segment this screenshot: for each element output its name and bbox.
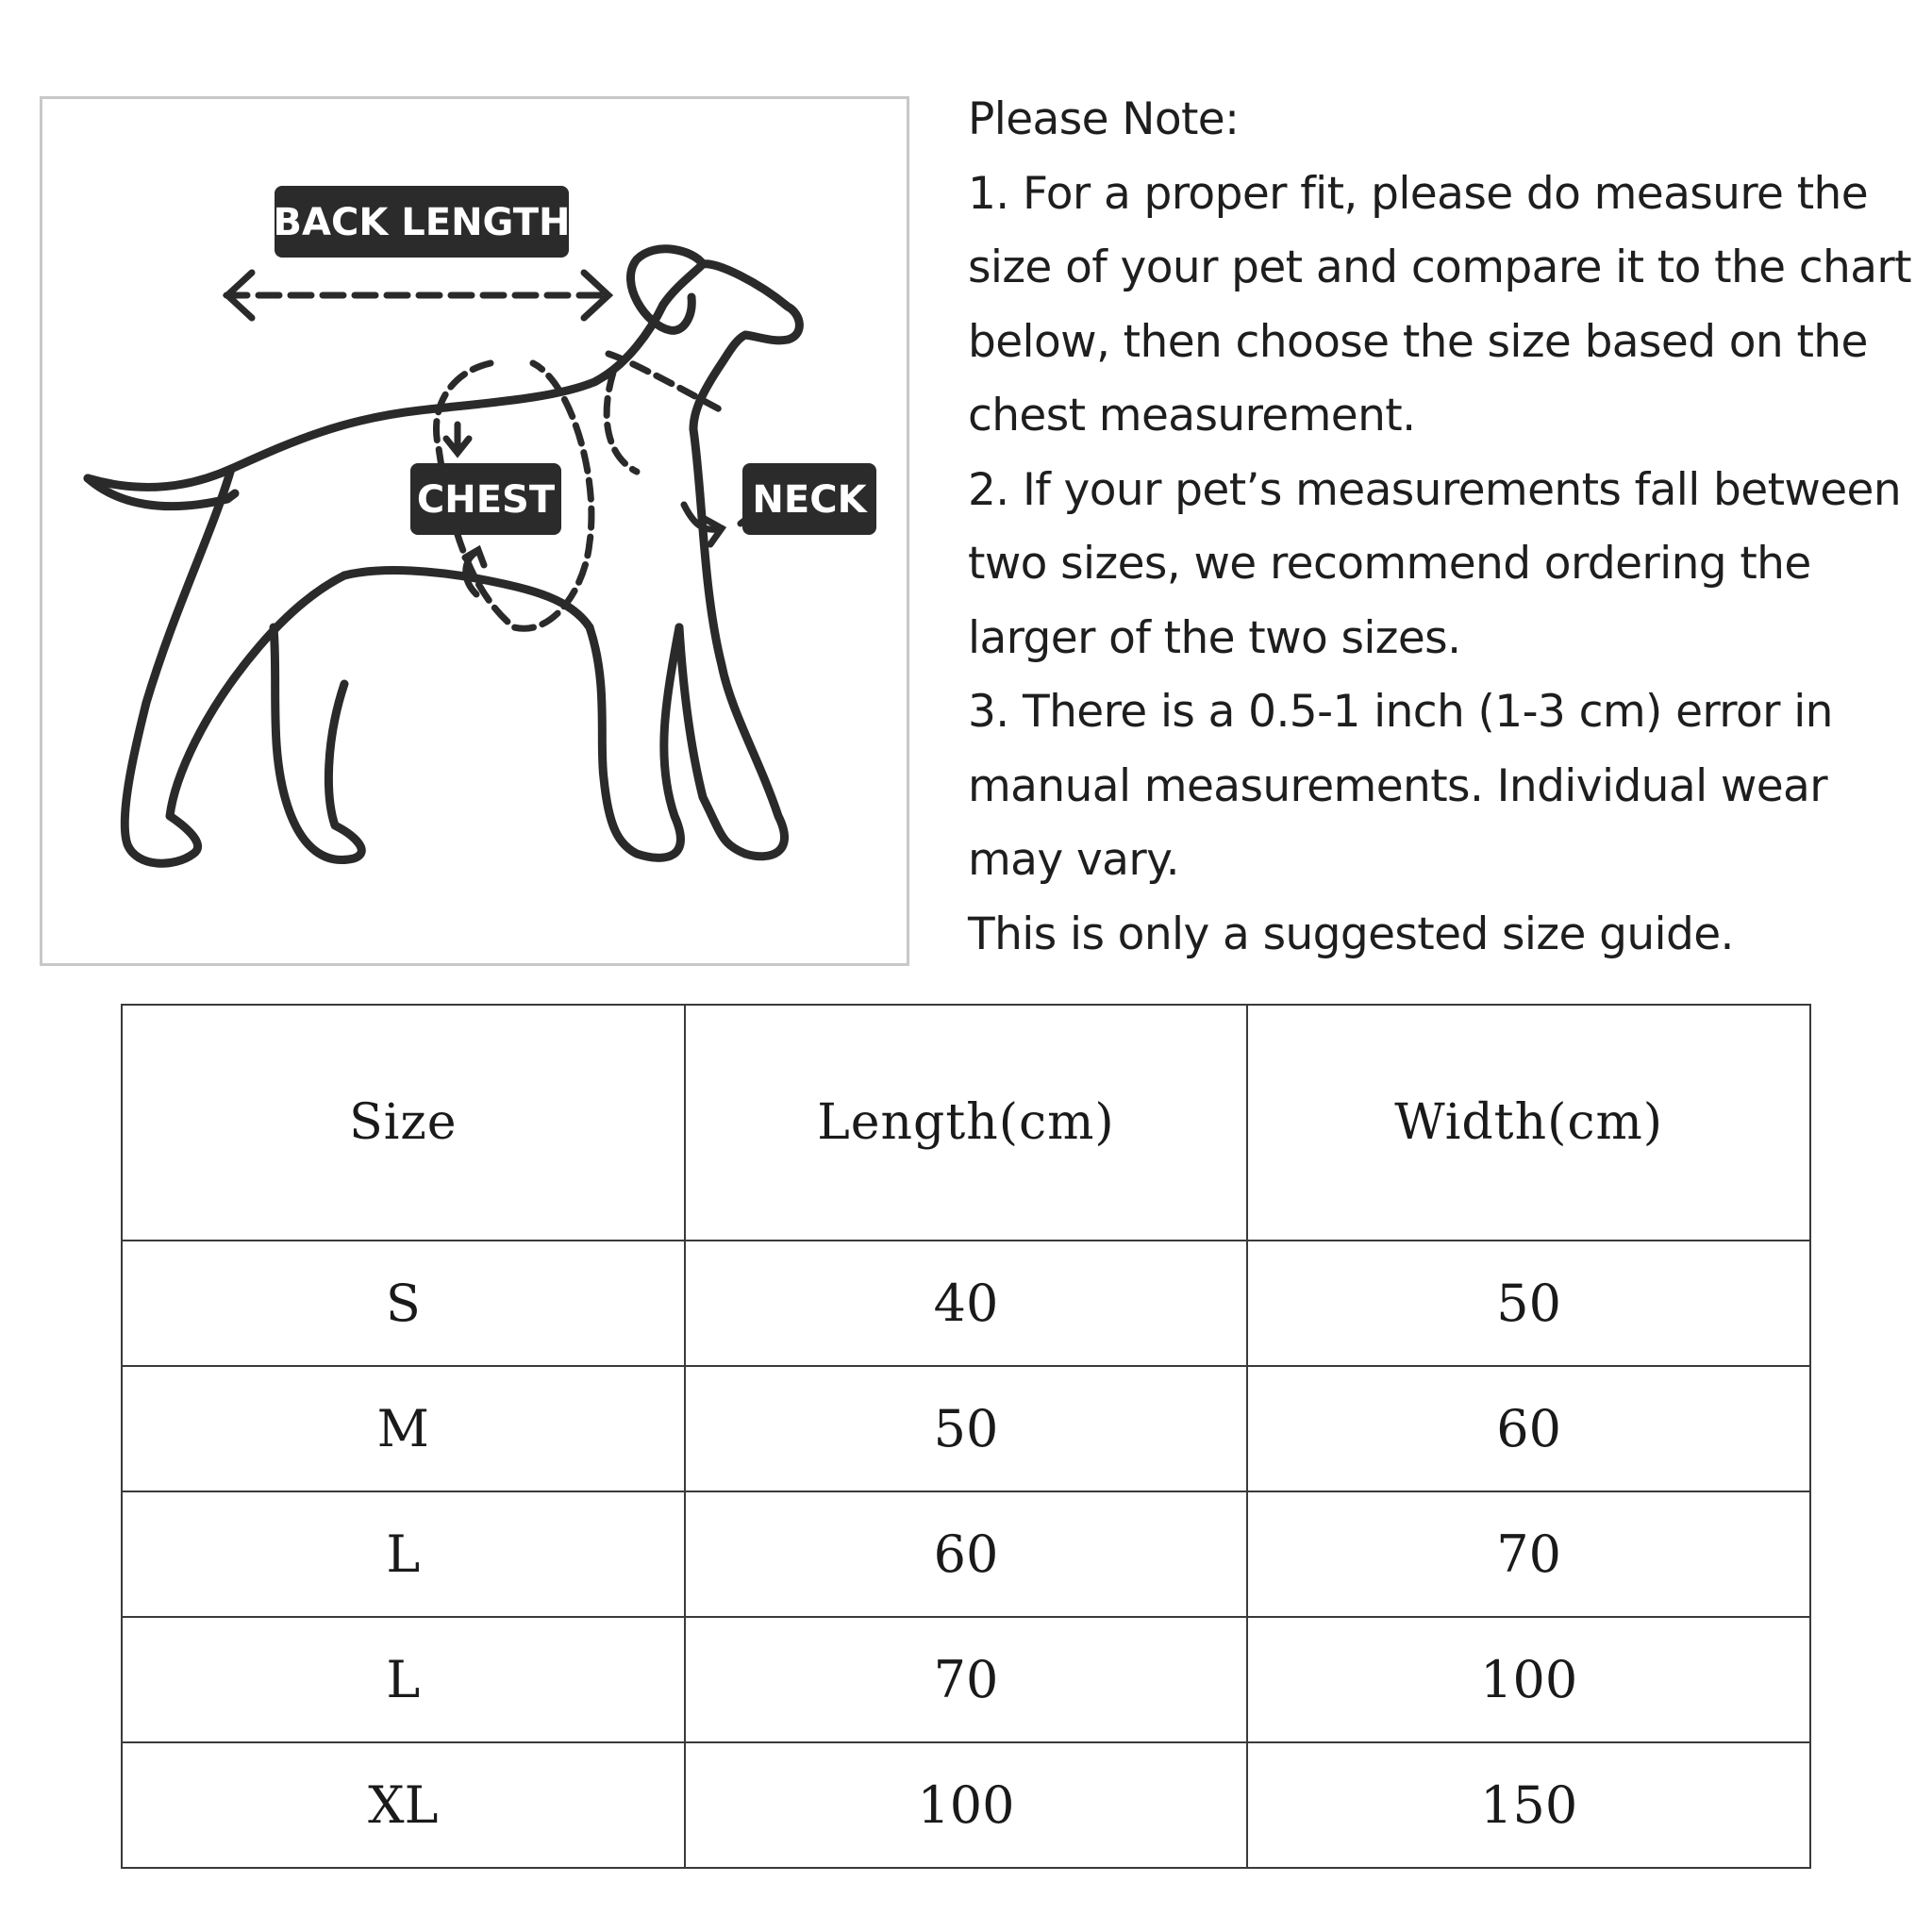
table-row [122, 1617, 1810, 1742]
cell-size: M [122, 1366, 685, 1491]
neck-label: NECK [752, 478, 867, 522]
cell-length: 70 [685, 1617, 1248, 1742]
cell-size: L [122, 1491, 685, 1617]
back-length-tag [274, 186, 571, 258]
header-length: Length(cm) [685, 1005, 1248, 1241]
header-width: Width(cm) [1247, 1005, 1810, 1241]
cell-size: L [122, 1617, 685, 1742]
notes-line: manual measurements. Individual wear [968, 759, 1827, 812]
notes-line: may vary. [968, 834, 1179, 886]
cell-width: 150 [1247, 1742, 1810, 1868]
cell-width: 50 [1247, 1241, 1810, 1366]
dog-head [663, 264, 799, 429]
chest-tag [410, 463, 561, 535]
cell-length: 40 [685, 1241, 1248, 1366]
size-notes [968, 83, 1921, 972]
notes-line: size of your pet and compare it to the chart [968, 242, 1911, 293]
neck-tag [742, 463, 876, 535]
back-length-arrow [226, 273, 608, 318]
notes-line: chest measurement. [968, 390, 1416, 441]
table-row [122, 1742, 1810, 1868]
cell-length: 60 [685, 1491, 1248, 1617]
cell-width: 100 [1247, 1617, 1810, 1742]
cell-width: 60 [1247, 1366, 1810, 1491]
table-row [122, 1491, 1810, 1617]
cell-length: 50 [685, 1366, 1248, 1491]
dog-outline [88, 249, 799, 863]
dog-hind-leg [125, 469, 344, 863]
notes-line: two sizes, we recommend ordering the [968, 538, 1811, 590]
dog-front-leg-inner [679, 627, 745, 854]
notes-line: 2. If your pet’s measurements fall between [968, 463, 1902, 516]
notes-line: 1. For a proper fit, please do measure the [968, 167, 1869, 220]
cell-size: XL [122, 1742, 685, 1868]
cell-size: S [122, 1241, 685, 1366]
header-size: Size [122, 1005, 685, 1241]
back-length-label: BACK LENGTH [273, 201, 571, 244]
notes-line: larger of the two sizes. [968, 611, 1461, 664]
table-row [122, 1366, 1810, 1491]
dog-ear [630, 249, 703, 331]
size-chart-table [121, 1004, 1811, 1869]
dog-back-line [88, 305, 663, 487]
notes-line: 3. There is a 0.5-1 inch (1-3 cm) error in [968, 686, 1833, 738]
chest-label: CHEST [416, 478, 556, 522]
notes-heading: Please Note: [968, 93, 1240, 145]
table-header-row [122, 1005, 1810, 1241]
dog-measurement-illustration [42, 99, 907, 963]
table-row [122, 1241, 1810, 1366]
measurement-diagram [40, 96, 909, 966]
dog-hind-leg-second [274, 627, 361, 860]
cell-length: 100 [685, 1742, 1248, 1868]
neck-measure-loop [607, 354, 722, 472]
notes-line: This is only a suggested size guide. [968, 908, 1734, 960]
dog-front-leg-second [590, 627, 680, 858]
cell-width: 70 [1247, 1491, 1810, 1617]
notes-line: below, then choose the size based on the [968, 315, 1868, 368]
